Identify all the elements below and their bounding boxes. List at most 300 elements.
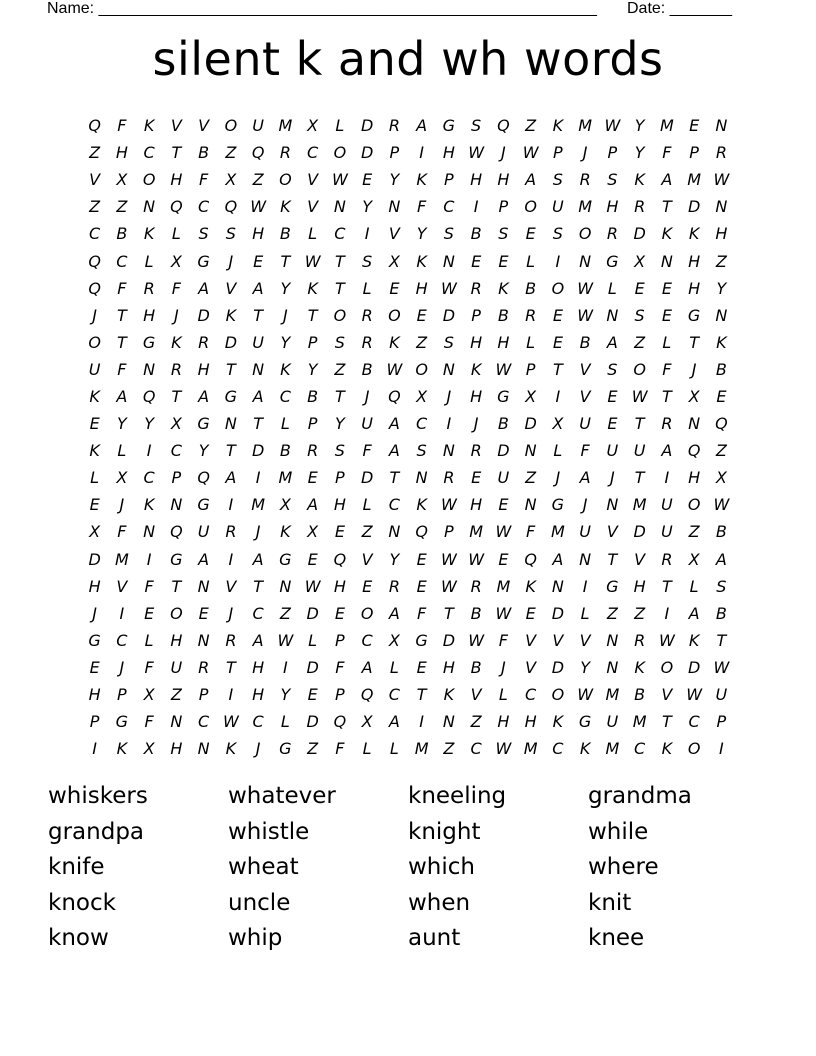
grid-letter[interactable]: R	[388, 116, 400, 136]
grid-letter[interactable]: L	[526, 332, 536, 352]
grid-letter[interactable]: O	[388, 305, 401, 325]
grid-letter[interactable]: P	[89, 712, 100, 732]
grid-letter[interactable]: L	[607, 278, 617, 298]
grid-letter[interactable]: E	[498, 251, 509, 271]
grid-letter[interactable]: K	[661, 224, 673, 244]
grid-letter[interactable]: N	[143, 359, 156, 379]
grid-letter[interactable]: N	[415, 468, 428, 488]
grid-letter[interactable]: U	[715, 685, 728, 705]
grid-letter[interactable]: A	[252, 386, 264, 406]
grid-letter[interactable]: L	[498, 685, 508, 705]
grid-letter[interactable]: S	[607, 170, 618, 190]
grid-letter[interactable]: W	[522, 143, 539, 163]
grid-letter[interactable]: G	[578, 712, 592, 732]
grid-letter[interactable]: R	[388, 576, 400, 596]
grid-letter[interactable]: J	[255, 739, 261, 759]
grid-letter[interactable]: T	[253, 414, 264, 434]
grid-letter[interactable]: R	[361, 332, 373, 352]
grid-letter[interactable]: K	[498, 278, 509, 298]
grid-letter[interactable]: M	[278, 116, 293, 136]
grid-letter[interactable]: H	[497, 712, 510, 732]
grid-letter[interactable]: W	[713, 495, 730, 515]
grid-letter[interactable]: J	[555, 468, 561, 488]
grid-letter[interactable]: O	[360, 603, 374, 623]
grid-letter[interactable]: N	[579, 549, 592, 569]
grid-letter[interactable]: C	[334, 224, 346, 244]
grid-letter[interactable]: S	[334, 441, 345, 461]
grid-letter[interactable]: R	[225, 522, 237, 542]
grid-letter[interactable]: V	[579, 386, 591, 406]
grid-letter[interactable]: G	[197, 495, 210, 515]
grid-letter[interactable]: J	[446, 386, 452, 406]
grid-letter[interactable]: P	[307, 332, 318, 352]
grid-letter[interactable]: G	[279, 739, 292, 759]
grid-letter[interactable]: D	[360, 468, 374, 488]
grid-letter[interactable]: Z	[361, 522, 373, 542]
grid-letter[interactable]: E	[661, 278, 672, 298]
grid-letter[interactable]: N	[606, 495, 619, 515]
grid-letter[interactable]: C	[443, 197, 455, 217]
grid-letter[interactable]: Z	[116, 197, 128, 217]
grid-letter[interactable]: V	[225, 278, 237, 298]
grid-letter[interactable]: H	[415, 278, 428, 298]
grid-letter[interactable]: T	[225, 359, 236, 379]
grid-letter[interactable]: W	[440, 576, 457, 596]
grid-letter[interactable]: H	[88, 576, 101, 596]
grid-letter[interactable]: D	[551, 603, 565, 623]
grid-letter[interactable]: Y	[580, 657, 591, 677]
grid-letter[interactable]: O	[524, 197, 537, 217]
grid-letter[interactable]: E	[334, 522, 345, 542]
grid-letter[interactable]: H	[252, 657, 265, 677]
grid-letter[interactable]: T	[661, 576, 672, 596]
grid-letter[interactable]: D	[442, 630, 456, 650]
grid-letter[interactable]: Q	[88, 116, 101, 136]
grid-letter[interactable]: E	[144, 603, 155, 623]
grid-letter[interactable]: Q	[197, 468, 210, 488]
grid-letter[interactable]: U	[252, 332, 264, 352]
grid-letter[interactable]: K	[416, 495, 427, 515]
grid-letter[interactable]: X	[116, 170, 128, 190]
grid-letter[interactable]: P	[553, 143, 563, 163]
grid-letter[interactable]: H	[633, 576, 646, 596]
grid-letter[interactable]: L	[308, 630, 318, 650]
grid-letter[interactable]: N	[442, 251, 455, 271]
grid-letter[interactable]: C	[116, 630, 128, 650]
grid-letter[interactable]: J	[119, 495, 125, 515]
grid-letter[interactable]: P	[335, 630, 345, 650]
grid-letter[interactable]: L	[389, 657, 399, 677]
grid-letter[interactable]: T	[661, 197, 672, 217]
grid-letter[interactable]: C	[170, 441, 182, 461]
grid-letter[interactable]: F	[117, 116, 127, 136]
grid-letter[interactable]: D	[687, 197, 701, 217]
grid-letter[interactable]: G	[415, 630, 428, 650]
grid-letter[interactable]: Q	[497, 116, 510, 136]
grid-letter[interactable]: F	[417, 197, 427, 217]
grid-letter[interactable]: Q	[388, 386, 401, 406]
grid-letter[interactable]: C	[470, 739, 482, 759]
grid-letter[interactable]: E	[416, 657, 427, 677]
grid-letter[interactable]: J	[582, 495, 588, 515]
grid-letter[interactable]: Y	[716, 278, 727, 298]
grid-letter[interactable]: K	[443, 685, 455, 705]
grid-letter[interactable]: B	[715, 522, 727, 542]
grid-letter[interactable]: V	[225, 576, 237, 596]
grid-letter[interactable]: Z	[416, 332, 428, 352]
grid-letter[interactable]: Z	[89, 143, 101, 163]
grid-letter[interactable]: I	[146, 549, 152, 569]
grid-letter[interactable]: Q	[415, 522, 428, 542]
grid-letter[interactable]: H	[524, 712, 537, 732]
grid-letter[interactable]: X	[688, 549, 700, 569]
grid-letter[interactable]: L	[362, 495, 372, 515]
grid-letter[interactable]: K	[280, 522, 291, 542]
grid-letter[interactable]: E	[498, 495, 509, 515]
grid-letter[interactable]: X	[388, 630, 400, 650]
grid-letter[interactable]: D	[306, 603, 319, 623]
grid-letter[interactable]: A	[579, 468, 591, 488]
grid-letter[interactable]: H	[715, 224, 728, 244]
grid-letter[interactable]: O	[687, 739, 701, 759]
grid-letter[interactable]: N	[551, 576, 564, 596]
grid-letter[interactable]: R	[525, 305, 537, 325]
grid-letter[interactable]: T	[389, 468, 400, 488]
grid-letter[interactable]: M	[496, 576, 511, 596]
grid-letter[interactable]: K	[89, 441, 100, 461]
grid-letter[interactable]: N	[606, 630, 619, 650]
grid-letter[interactable]: I	[555, 386, 561, 406]
grid-letter[interactable]: H	[252, 224, 265, 244]
grid-letter[interactable]: X	[307, 522, 319, 542]
grid-letter[interactable]: C	[198, 197, 210, 217]
grid-letter[interactable]: E	[389, 278, 400, 298]
grid-letter[interactable]: T	[716, 630, 727, 650]
grid-letter[interactable]: E	[307, 468, 318, 488]
grid-letter[interactable]: Y	[634, 143, 645, 163]
grid-letter[interactable]: N	[143, 197, 156, 217]
grid-letter[interactable]: O	[415, 359, 428, 379]
grid-letter[interactable]: L	[689, 576, 699, 596]
grid-letter[interactable]: R	[661, 414, 673, 434]
grid-letter[interactable]: V	[89, 170, 101, 190]
grid-letter[interactable]: Y	[144, 414, 155, 434]
grid-letter[interactable]: W	[577, 278, 594, 298]
grid-letter[interactable]: S	[443, 224, 454, 244]
grid-letter[interactable]: U	[497, 468, 510, 488]
grid-letter[interactable]: G	[115, 712, 129, 732]
grid-letter[interactable]: E	[525, 603, 536, 623]
grid-letter[interactable]: J	[228, 603, 234, 623]
grid-letter[interactable]: I	[228, 685, 234, 705]
grid-letter[interactable]: F	[117, 278, 127, 298]
grid-letter[interactable]: Q	[524, 549, 537, 569]
grid-letter[interactable]: S	[607, 359, 618, 379]
grid-letter[interactable]: V	[307, 197, 319, 217]
grid-letter[interactable]: H	[143, 305, 156, 325]
grid-letter[interactable]: W	[386, 359, 403, 379]
grid-letter[interactable]: G	[142, 332, 156, 352]
grid-letter[interactable]: U	[252, 116, 264, 136]
grid-letter[interactable]: D	[224, 332, 238, 352]
grid-letter[interactable]: L	[90, 468, 100, 488]
grid-letter[interactable]: O	[578, 224, 592, 244]
grid-letter[interactable]: P	[471, 305, 481, 325]
grid-letter[interactable]: W	[495, 522, 512, 542]
grid-letter[interactable]: O	[333, 305, 347, 325]
grid-letter[interactable]: M	[578, 116, 593, 136]
grid-letter[interactable]: A	[198, 278, 210, 298]
grid-letter[interactable]: V	[116, 576, 128, 596]
grid-letter[interactable]: U	[661, 495, 673, 515]
grid-letter[interactable]: H	[170, 630, 183, 650]
grid-letter[interactable]: A	[252, 278, 264, 298]
grid-letter[interactable]: M	[687, 170, 702, 190]
grid-letter[interactable]: N	[170, 712, 183, 732]
grid-letter[interactable]: P	[171, 468, 182, 488]
grid-letter[interactable]: E	[89, 495, 100, 515]
grid-letter[interactable]: R	[606, 224, 618, 244]
grid-letter[interactable]: Y	[389, 549, 400, 569]
grid-letter[interactable]: O	[633, 359, 646, 379]
grid-letter[interactable]: T	[634, 468, 645, 488]
grid-letter[interactable]: X	[307, 116, 319, 136]
grid-letter[interactable]: D	[551, 657, 565, 677]
grid-letter[interactable]: E	[525, 224, 536, 244]
grid-letter[interactable]: R	[361, 305, 373, 325]
grid-letter[interactable]: F	[335, 657, 345, 677]
grid-letter[interactable]: W	[440, 495, 457, 515]
grid-letter[interactable]: W	[686, 685, 703, 705]
grid-letter[interactable]: V	[661, 685, 673, 705]
grid-letter[interactable]: K	[552, 116, 564, 136]
grid-letter[interactable]: O	[88, 332, 101, 352]
grid-letter[interactable]: E	[89, 414, 100, 434]
grid-letter[interactable]: D	[524, 414, 537, 434]
grid-letter[interactable]: N	[715, 116, 728, 136]
grid-letter[interactable]: K	[143, 224, 155, 244]
grid-letter[interactable]: X	[116, 468, 128, 488]
grid-letter[interactable]: C	[688, 712, 700, 732]
grid-letter[interactable]: I	[283, 657, 288, 677]
grid-letter[interactable]: Z	[89, 197, 101, 217]
grid-letter[interactable]: B	[279, 224, 291, 244]
grid-letter[interactable]: N	[197, 576, 210, 596]
grid-letter[interactable]: G	[442, 116, 456, 136]
grid-letter[interactable]: Y	[334, 414, 345, 434]
grid-letter[interactable]: I	[255, 468, 261, 488]
grid-letter[interactable]: Q	[251, 143, 265, 163]
grid-letter[interactable]: P	[525, 359, 536, 379]
grid-letter[interactable]: H	[442, 657, 455, 677]
grid-letter[interactable]: S	[471, 116, 482, 136]
grid-letter[interactable]: Q	[224, 197, 238, 217]
grid-letter[interactable]: X	[170, 251, 182, 271]
grid-letter[interactable]: Q	[88, 251, 101, 271]
grid-letter[interactable]: T	[225, 441, 236, 461]
grid-letter[interactable]: P	[716, 712, 727, 732]
grid-letter[interactable]: B	[497, 305, 509, 325]
grid-letter[interactable]: V	[525, 630, 537, 650]
grid-letter[interactable]: I	[228, 549, 234, 569]
grid-letter[interactable]: K	[416, 170, 427, 190]
grid-letter[interactable]: L	[362, 739, 372, 759]
grid-letter[interactable]: Z	[225, 143, 237, 163]
grid-letter[interactable]: B	[307, 386, 319, 406]
grid-letter[interactable]: R	[143, 278, 155, 298]
grid-letter[interactable]: C	[143, 143, 155, 163]
grid-letter[interactable]: H	[688, 278, 701, 298]
grid-letter[interactable]: C	[89, 224, 101, 244]
grid-letter[interactable]: K	[688, 630, 700, 650]
grid-letter[interactable]: V	[170, 116, 182, 136]
grid-letter[interactable]: T	[607, 549, 618, 569]
grid-letter[interactable]: O	[224, 116, 238, 136]
grid-letter[interactable]: Q	[360, 685, 374, 705]
grid-letter[interactable]: N	[388, 522, 401, 542]
grid-letter[interactable]: G	[224, 386, 238, 406]
grid-letter[interactable]: R	[634, 197, 646, 217]
grid-letter[interactable]: T	[552, 359, 563, 379]
grid-letter[interactable]: Z	[634, 332, 646, 352]
grid-letter[interactable]: V	[388, 224, 400, 244]
grid-letter[interactable]: C	[388, 685, 400, 705]
grid-letter[interactable]: F	[662, 359, 672, 379]
grid-letter[interactable]: L	[280, 414, 290, 434]
grid-letter[interactable]: M	[659, 116, 674, 136]
grid-letter[interactable]: C	[388, 495, 400, 515]
grid-letter[interactable]: M	[550, 522, 565, 542]
grid-letter[interactable]: W	[495, 603, 512, 623]
grid-letter[interactable]: Z	[170, 685, 182, 705]
grid-letter[interactable]: P	[389, 143, 400, 163]
grid-letter[interactable]: U	[579, 522, 591, 542]
grid-letter[interactable]: H	[170, 170, 183, 190]
grid-letter[interactable]: B	[198, 143, 210, 163]
grid-letter[interactable]: W	[713, 657, 730, 677]
grid-letter[interactable]: B	[116, 224, 128, 244]
grid-letter[interactable]: S	[552, 170, 563, 190]
grid-letter[interactable]: A	[388, 603, 400, 623]
grid-letter[interactable]: T	[307, 305, 318, 325]
grid-letter[interactable]: A	[388, 441, 400, 461]
grid-letter[interactable]: H	[115, 143, 128, 163]
grid-letter[interactable]: E	[362, 576, 373, 596]
grid-letter[interactable]: Z	[334, 359, 346, 379]
grid-letter[interactable]: A	[225, 468, 237, 488]
grid-letter[interactable]: O	[279, 170, 292, 190]
grid-letter[interactable]: T	[116, 305, 127, 325]
grid-letter[interactable]: E	[416, 576, 427, 596]
grid-letter[interactable]: W	[304, 576, 321, 596]
grid-letter[interactable]: V	[579, 359, 591, 379]
grid-letter[interactable]: G	[170, 549, 183, 569]
grid-letter[interactable]: P	[117, 685, 127, 705]
grid-letter[interactable]: V	[307, 170, 319, 190]
grid-letter[interactable]: H	[442, 143, 455, 163]
grid-letter[interactable]: K	[389, 332, 400, 352]
grid-letter[interactable]: O	[687, 495, 701, 515]
grid-letter[interactable]: A	[252, 630, 264, 650]
grid-letter[interactable]: F	[144, 712, 154, 732]
grid-letter[interactable]: D	[687, 657, 701, 677]
grid-letter[interactable]: L	[553, 441, 563, 461]
grid-letter[interactable]: H	[470, 386, 483, 406]
grid-letter[interactable]: Y	[416, 224, 427, 244]
grid-letter[interactable]: J	[364, 386, 370, 406]
grid-letter[interactable]: X	[170, 414, 182, 434]
grid-letter[interactable]: Y	[280, 332, 291, 352]
grid-letter[interactable]: J	[501, 657, 506, 677]
grid-letter[interactable]: E	[552, 332, 563, 352]
grid-letter[interactable]: E	[307, 549, 318, 569]
grid-letter[interactable]: N	[442, 712, 455, 732]
grid-letter[interactable]: A	[416, 116, 428, 136]
grid-letter[interactable]: L	[662, 332, 672, 352]
grid-letter[interactable]: Z	[470, 712, 482, 732]
grid-letter[interactable]: W	[468, 549, 485, 569]
grid-letter[interactable]: F	[498, 630, 508, 650]
grid-letter[interactable]: O	[551, 278, 565, 298]
grid-letter[interactable]: E	[362, 170, 373, 190]
grid-letter[interactable]: W	[440, 278, 457, 298]
grid-letter[interactable]: G	[551, 495, 565, 515]
grid-letter[interactable]: X	[388, 251, 400, 271]
grid-letter[interactable]: G	[606, 576, 619, 596]
grid-letter[interactable]: Z	[307, 739, 319, 759]
grid-letter[interactable]: P	[335, 685, 345, 705]
grid-letter[interactable]: U	[633, 441, 646, 461]
grid-letter[interactable]: C	[307, 143, 319, 163]
grid-letter[interactable]: Q	[715, 414, 728, 434]
grid-letter[interactable]: Y	[198, 441, 209, 461]
grid-letter[interactable]: N	[660, 251, 673, 271]
grid-letter[interactable]: H	[470, 170, 483, 190]
grid-letter[interactable]: W	[277, 630, 294, 650]
grid-letter[interactable]: C	[361, 630, 373, 650]
grid-letter[interactable]: L	[362, 278, 372, 298]
grid-letter[interactable]: U	[606, 712, 619, 732]
grid-letter[interactable]: G	[606, 251, 619, 271]
grid-letter[interactable]: N	[170, 495, 183, 515]
grid-letter[interactable]: R	[170, 359, 182, 379]
grid-letter[interactable]: W	[440, 549, 457, 569]
grid-letter[interactable]: C	[252, 603, 264, 623]
grid-letter[interactable]: L	[171, 224, 181, 244]
grid-letter[interactable]: V	[634, 549, 646, 569]
grid-letter[interactable]: A	[252, 549, 264, 569]
grid-letter[interactable]: H	[497, 332, 510, 352]
grid-letter[interactable]: H	[170, 739, 183, 759]
grid-letter[interactable]: E	[307, 685, 318, 705]
grid-letter[interactable]: A	[552, 549, 564, 569]
grid-letter[interactable]: E	[716, 386, 727, 406]
grid-letter[interactable]: R	[715, 143, 727, 163]
grid-letter[interactable]: R	[579, 170, 591, 190]
grid-letter[interactable]: J	[610, 468, 615, 488]
grid-letter[interactable]: V	[525, 657, 537, 677]
grid-letter[interactable]: N	[579, 251, 592, 271]
grid-letter[interactable]: H	[497, 170, 510, 190]
grid-letter[interactable]: W	[250, 197, 267, 217]
grid-letter[interactable]: T	[171, 576, 182, 596]
grid-letter[interactable]: H	[470, 495, 483, 515]
grid-letter[interactable]: Q	[333, 549, 347, 569]
grid-letter[interactable]: M	[578, 197, 593, 217]
grid-letter[interactable]: Z	[252, 170, 264, 190]
grid-letter[interactable]: A	[116, 386, 128, 406]
grid-letter[interactable]: D	[306, 657, 319, 677]
